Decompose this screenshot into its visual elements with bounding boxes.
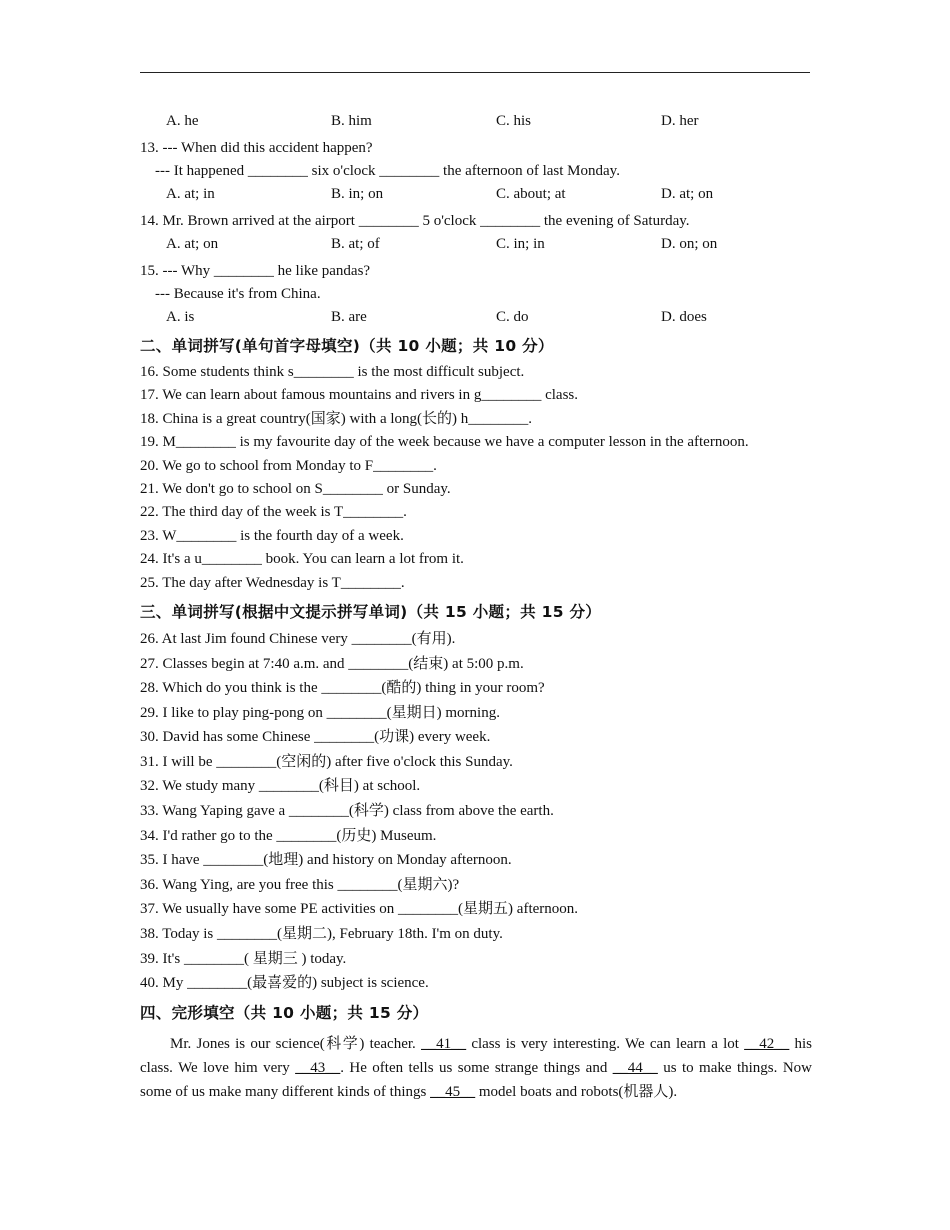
- q15-option-d: D. does: [661, 309, 707, 325]
- blank-41: __41__: [421, 1035, 467, 1052]
- q15-option-b: B. are: [331, 309, 367, 325]
- passage-text: . He often tells us some strange things and: [340, 1059, 613, 1076]
- passage-text: his class. We love him very: [140, 1035, 812, 1076]
- q15-option-c: C. do: [496, 309, 529, 325]
- question-item: 38. Today is ________(星期二), February 18th. I'm on duty.: [140, 926, 503, 943]
- question-item: 18. China is a great country(国家) with a long(长的) h________.: [140, 410, 533, 427]
- q14-option-a: A. at; on: [166, 236, 219, 252]
- section3-title: 三、单词拼写(根据中文提示拼写单词)（共 15 小题；共 15 分）: [140, 602, 602, 621]
- question-item: 30. David has some Chinese ________(功课) every week.: [140, 729, 491, 746]
- q14-option-c: C. in; in: [496, 236, 545, 252]
- q12-option-a: A. he: [166, 113, 199, 129]
- q14-options: [166, 233, 812, 256]
- question-item: 21. We don't go to school on S________ or Sunday.: [140, 480, 451, 497]
- question-item: 25. The day after Wednesday is T________.: [140, 574, 405, 591]
- q14-option-d: D. on; on: [661, 236, 718, 252]
- passage-text: model boats and robots(机器人).: [475, 1083, 678, 1100]
- blank-42: __42__: [744, 1035, 790, 1052]
- q13-option-b: B. in; on: [331, 186, 384, 202]
- section3-items: [140, 627, 812, 996]
- q12-option-d: D. her: [661, 113, 699, 129]
- question-item: 40. My ________(最喜爱的) subject is science.: [140, 975, 429, 992]
- q12-option-b: B. him: [331, 113, 372, 129]
- q13-line2: --- It happened ________ six o'clock ________ the afternoon of last Monday.: [155, 163, 620, 179]
- passage-text: Mr. Jones is our science(科学) teacher.: [170, 1035, 422, 1052]
- q12-options: [166, 110, 812, 133]
- q12-option-c: C. his: [496, 113, 532, 129]
- question-item: 19. M________ is my favourite day of the week because we have a computer lesson in the afternoon.: [140, 434, 749, 451]
- question-item: 34. I'd rather go to the ________(历史) Museum.: [140, 827, 437, 844]
- question-item: 32. We study many ________(科目) at school.: [140, 778, 421, 795]
- question-item: 31. I will be ________(空闲的) after five o'clock this Sunday.: [140, 753, 513, 770]
- q13-stem: 13. --- When did this accident happen?: [140, 140, 373, 156]
- passage-text: class is very interesting. We can learn a lot: [466, 1035, 745, 1052]
- question-item: 29. I like to play ping-pong on ________(星期日) morning.: [140, 704, 500, 721]
- question-item: 27. Classes begin at 7:40 a.m. and ________(结束) at 5:00 p.m.: [140, 655, 524, 672]
- q13-option-c: C. about; at: [496, 186, 566, 202]
- q13-option-a: A. at; in: [166, 186, 215, 202]
- question-item: 17. We can learn about famous mountains and rivers in g________ class.: [140, 387, 579, 404]
- question-item: 23. W________ is the fourth day of a week.: [140, 527, 404, 544]
- question-item: 22. The third day of the week is T________.: [140, 504, 407, 521]
- section2-title: 二、单词拼写(单句首字母填空)（共 10 小题；共 10 分）: [140, 337, 554, 355]
- question-item: 16. Some students think s________ is the most difficult subject.: [140, 364, 525, 380]
- question-item: 37. We usually have some PE activities on ________(星期五) afternoon.: [140, 901, 579, 918]
- header-rule: [140, 72, 810, 73]
- passage-text: us to make things. Now some of us make many different kinds of things: [140, 1059, 812, 1100]
- q14-stem: 14. Mr. Brown arrived at the airport ________ 5 o'clock ________ the evening of Saturday.: [140, 213, 690, 229]
- question-item: 33. Wang Yaping gave a ________(科学) class from above the earth.: [140, 803, 554, 820]
- exam-content: [140, 110, 812, 1104]
- question-item: 24. It's a u________ book. You can learn a lot from it.: [140, 551, 464, 568]
- cloze-passage: [140, 1032, 812, 1104]
- question-item: 36. Wang Ying, are you free this ________(星期六)?: [140, 876, 460, 893]
- question-item: 35. I have ________(地理) and history on Monday afternoon.: [140, 852, 512, 869]
- q15-stem: 15. --- Why ________ he like pandas?: [140, 263, 371, 279]
- section4-title: 四、完形填空（共 10 小题；共 15 分）: [140, 1003, 429, 1022]
- question-item: 28. Which do you think is the ________(酷的) thing in your room?: [140, 680, 545, 697]
- question-item: 39. It's ________( 星期三 ) today.: [140, 950, 347, 967]
- blank-44: __44__: [612, 1059, 658, 1076]
- question-item: 26. At last Jim found Chinese very ________(有用).: [140, 630, 456, 647]
- q14-option-b: B. at; of: [331, 236, 380, 252]
- q15-options: [166, 306, 812, 329]
- blank-43: __43__: [295, 1059, 341, 1076]
- q15-option-a: A. is: [166, 309, 195, 325]
- q15-line2: --- Because it's from China.: [155, 286, 321, 302]
- q13-option-d: D. at; on: [661, 186, 714, 202]
- section2-items: [140, 361, 812, 595]
- blank-45: __45__: [430, 1083, 476, 1100]
- q13-options: [166, 183, 812, 206]
- question-item: 20. We go to school from Monday to F________.: [140, 457, 437, 474]
